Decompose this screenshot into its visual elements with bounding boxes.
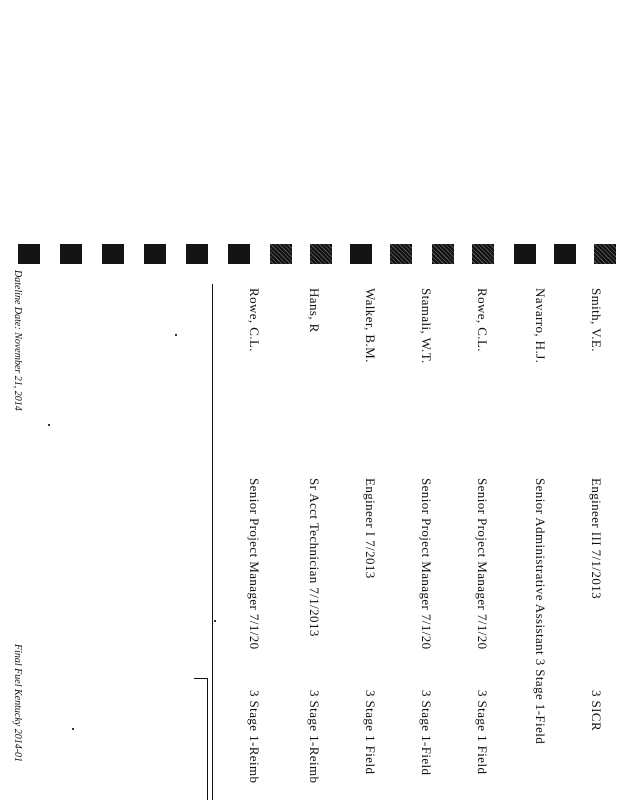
scan-speck: [72, 728, 74, 730]
table-row-note: [306, 690, 322, 783]
footer-right: Final Fuel Kentucky 2014-01: [12, 644, 23, 763]
position-title: Senior Project Manager 7/1/20: [247, 478, 262, 650]
table-divider: [212, 284, 213, 800]
table-row-title: [418, 478, 434, 650]
redaction-block: [432, 244, 454, 264]
employee-name: Smith, V.E.: [589, 288, 604, 352]
redaction-block: [144, 244, 166, 264]
employee-name: Walker, B.M.: [363, 288, 378, 363]
table-divider: [207, 678, 208, 800]
redaction-block: [228, 244, 250, 264]
stage-note: 3 Stage 1-Reimb: [247, 690, 262, 784]
redaction-block: [554, 244, 576, 264]
position-title: Sr Acct Technician 7/1/2013: [307, 478, 322, 637]
redaction-block-strip: [18, 244, 618, 266]
footer-left: Dateline Date: November 21, 2014: [12, 270, 23, 411]
employee-name: Navarro, H.J.: [533, 288, 548, 364]
table-row: [246, 288, 262, 352]
scan-speck: [48, 424, 50, 426]
position-title: Engineer I 7/2013: [363, 478, 378, 579]
stage-note: 3 Stage 1 Field: [363, 690, 378, 775]
redaction-block: [310, 244, 332, 264]
table-divider: [194, 678, 208, 679]
table-row-title: [306, 478, 322, 637]
redaction-block: [18, 244, 40, 264]
position-title: Senior Project Manager 7/1/20: [419, 478, 434, 650]
table-row-note: [588, 690, 604, 731]
redaction-block: [472, 244, 494, 264]
table-row: [306, 288, 322, 333]
position-title: Senior Administrative Assistant 3 Stage 1-Field: [533, 478, 548, 745]
table-row: [362, 288, 378, 363]
table-row-note: [418, 690, 434, 775]
redaction-block: [390, 244, 412, 264]
stage-note: 3 SICR: [589, 690, 604, 732]
redaction-block: [594, 244, 616, 264]
scan-speck: [175, 334, 177, 336]
redaction-block: [350, 244, 372, 264]
scan-speck: [214, 620, 216, 622]
table-row-title: [474, 478, 490, 650]
table-row: [532, 288, 548, 363]
employee-name: Hans, R: [307, 288, 322, 333]
employee-name: Rowe, C.L.: [475, 288, 490, 352]
stage-note: 3 Stage 1 Field: [475, 690, 490, 775]
table-row: [588, 288, 604, 352]
redaction-block: [60, 244, 82, 264]
table-row-title: [532, 478, 548, 744]
table-row-note: [246, 690, 262, 783]
redaction-block: [102, 244, 124, 264]
table-row: [474, 288, 490, 352]
stage-note: 3 Stage 1-Field: [419, 690, 434, 776]
table-row: [418, 288, 434, 364]
redaction-block: [270, 244, 292, 264]
table-row-note: [474, 690, 490, 774]
table-row-title: [588, 478, 604, 599]
table-row-title: [362, 478, 378, 579]
employee-name: Rowe, C.L.: [247, 288, 262, 352]
redaction-block: [514, 244, 536, 264]
redaction-block: [186, 244, 208, 264]
position-title: Engineer III 7/1/2013: [589, 478, 604, 600]
table-row-title: [246, 478, 262, 650]
stage-note: 3 Stage 1-Reimb: [307, 690, 322, 784]
position-title: Senior Project Manager 7/1/20: [475, 478, 490, 650]
table-row-note: [362, 690, 378, 774]
employee-name: Stamali, W.T.: [419, 288, 434, 364]
